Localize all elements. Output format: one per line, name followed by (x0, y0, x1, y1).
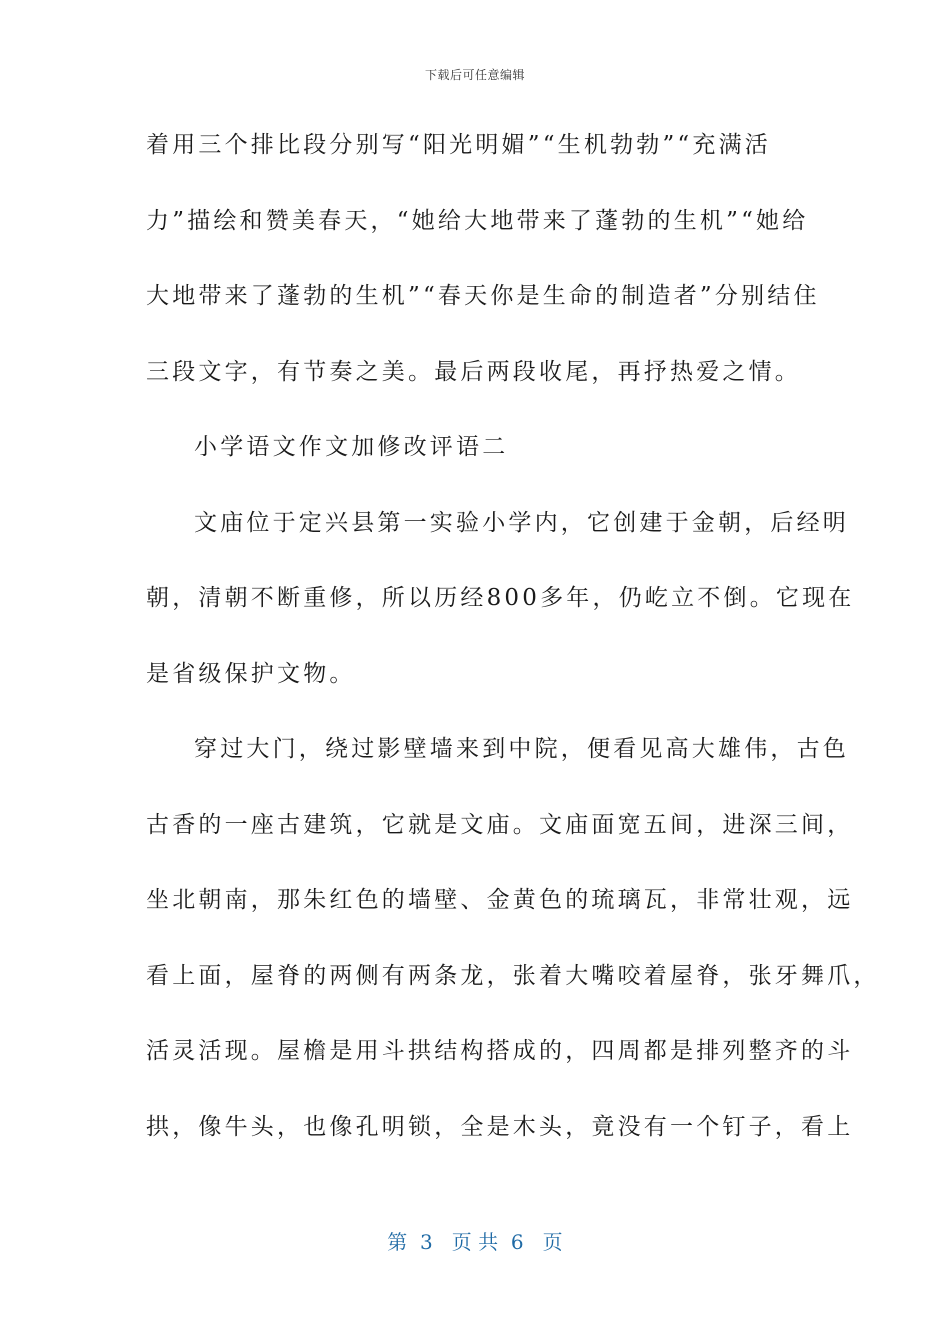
text-line: 是省级保护文物。 (146, 660, 356, 687)
text-line: 古香的一座古建筑，它就是文庙。文庙面宽五间，进深三间， (146, 811, 854, 838)
text-line: 看上面，屋脊的两侧有两条龙，张着大嘴咬着屋脊，张牙舞爪， (146, 962, 880, 989)
text-line: 文庙位于定兴县第一实验小学内，它创建于金朝，后经明 (194, 509, 849, 536)
text-line: 穿过大门，绕过影壁墙来到中院，便看见高大雄伟，古色 (194, 736, 849, 762)
text-line: 大地带来了蓬勃的生机”“春天你是生命的制造者”分别结住 (146, 283, 820, 309)
page-number: 第 3 页 共 6 页 (387, 1230, 563, 1254)
text-line: 着用三个排比段分别写“阳光明媚”“生机勃勃”“充满活 (146, 132, 771, 158)
document-body (146, 120, 880, 1177)
text-line: 三段文字，有节奏之美。最后两段收尾，再抒热爱之情。 (146, 358, 801, 385)
section-heading: 小学语文作文加修改评语二 (194, 434, 509, 460)
text-line: 活灵活现。屋檐是用斗拱结构搭成的，四周都是排列整齐的斗 (146, 1038, 854, 1064)
text-line: 坐北朝南，那朱红色的墙壁、金黄色的琉璃瓦，非常壮观，远 (146, 887, 854, 913)
text-line: 朝，清朝不断重修，所以历经800多年，仍屹立不倒。它现在 (146, 585, 855, 611)
text-line: 拱，像牛头，也像孔明锁，全是木头，竟没有一个钉子，看上 (146, 1113, 854, 1140)
page-header: 下载后可任意编辑 (424, 68, 525, 82)
text-line: 力”描绘和赞美春天，“她给大地带来了蓬勃的生机”“她给 (146, 207, 809, 234)
